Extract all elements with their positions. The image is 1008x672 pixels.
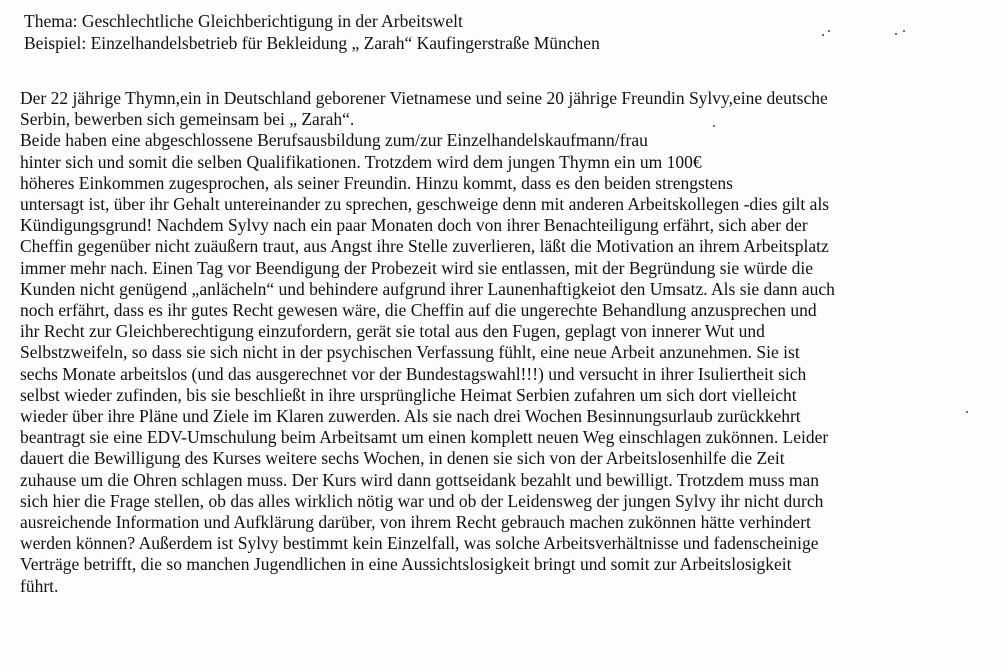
text-line: Kunden nicht genügend „anlächeln“ und behindere aufgrund ihrer Launenhaftigkeiot den Umsatz. Als sie dann auch	[20, 278, 835, 299]
scan-speck	[966, 411, 968, 413]
text-line: selbst wieder zufinden, bis sie beschließt in ihre ursprüngliche Heimat Serbien zufahren um sich dort vielleicht	[20, 384, 797, 405]
scan-speck	[828, 30, 830, 32]
text-line: sich hier die Frage stellen, ob das alles wirklich nötig war und ob der Leidensweg der jungen Sylvy ihr nicht durch	[20, 490, 824, 511]
text-line: dauert die Bewilligung des Kurses weitere sechs Wochen, in denen sie sich von der Arbeitslosenhilfe die Zeit	[20, 448, 785, 469]
body-paragraph	[20, 88, 1000, 597]
text-line: Verträge betrifft, die so manchen Jugendlichen in eine Aussichtslosigkeit bringt und somit zur Arbeitslosigkeit	[20, 554, 792, 575]
text-line: beantragt sie eine EDV-Umschulung beim Arbeitsamt um einen komplett neuen Weg einschlagen zukönnen. Leider	[20, 427, 829, 448]
text-line: Selbstzweifeln, so dass sie sich nicht in der psychischen Verfassung fühlt, eine neue Arbeit anzunehmen. Sie ist	[20, 342, 800, 363]
text-line: höheres Einkommen zugesprochen, als seiner Freundin. Hinzu kommt, dass es den beiden strengstens	[20, 172, 733, 193]
text-line: sechs Monate arbeitslos (und das ausgerechnet vor der Bundestagswahl!!!) und versucht in ihrer Isuliertheit sich	[20, 363, 807, 384]
text-line: Kündigungsgrund! Nachdem Sylvy nach ein paar Monaten doch von ihrer Benachteiligung erfährt, sich aber der	[20, 215, 808, 236]
document-header	[24, 10, 600, 54]
text-line: führt.	[20, 575, 59, 596]
text-line: ausreichende Information und Aufklärung darüber, von ihrem Recht gebrauch machen zukönnen hätte verhindert	[20, 512, 811, 533]
text-line: untersagt ist, über ihr Gehalt untereinander zu sprechen, geschweige denn mit anderen Arbeitskollegen -dies gilt als	[20, 194, 830, 215]
scan-speck	[822, 34, 824, 36]
text-line: werden können? Außerdem ist Sylvy bestimmt kein Einzelfall, was solche Arbeitsverhältnisse und fadenscheinige	[20, 533, 819, 554]
scan-speck	[903, 30, 905, 32]
example-line: Beispiel: Einzelhandelsbetrieb für Bekleidung „ Zarah“ Kaufingerstraße München	[24, 33, 600, 53]
text-line: zuhause um die Ohren schlagen muss. Der Kurs wird dann gottseidank bezahlt und bewilligt. Trotzdem muss man	[20, 469, 820, 490]
topic-line: Thema: Geschlechtliche Gleichberichtigung in der Arbeitswelt	[24, 11, 463, 31]
text-line: Beide haben eine abgeschlossene Berufsausbildung zum/zur Einzelhandelskaufmann/frau	[20, 130, 648, 151]
scan-speck	[895, 33, 897, 35]
text-line: wieder über ihre Pläne und Ziele im Klaren zuwerden. Als sie nach drei Wochen Besinnungsurlaub zurückkehrt	[20, 406, 801, 427]
scan-speck	[713, 125, 715, 127]
text-line: immer mehr nach. Einen Tag vor Beendigung der Probezeit wird sie entlassen, mit der Begründung sie würde die	[20, 257, 814, 278]
text-line: noch erfährt, dass es ihr gutes Recht gewesen wäre, die Cheffin auf die ungerechte Behandlung anzusprechen und	[20, 300, 817, 321]
text-line: Serbin, bewerben sich gemeinsam bei „ Zarah“.	[20, 109, 355, 130]
text-line: hinter sich und somit die selben Qualifikationen. Trotzdem wird dem jungen Thymn ein um 100€	[20, 151, 702, 172]
text-line: ihr Recht zur Gleichberechtigung einzufordern, gerät sie total aus den Fugen, geplagt von innerer Wut und	[20, 321, 765, 342]
text-line: Der 22 jährige Thymn,ein in Deutschland geborener Vietnamese und seine 20 jährige Freundin Sylvy,eine deutsche	[20, 88, 828, 108]
text-line: Cheffin gegenüber nicht zuäußern traut, aus Angst ihre Stelle zuverlieren, läßt die Motivation an ihrem Arbeitsplatz	[20, 236, 829, 257]
